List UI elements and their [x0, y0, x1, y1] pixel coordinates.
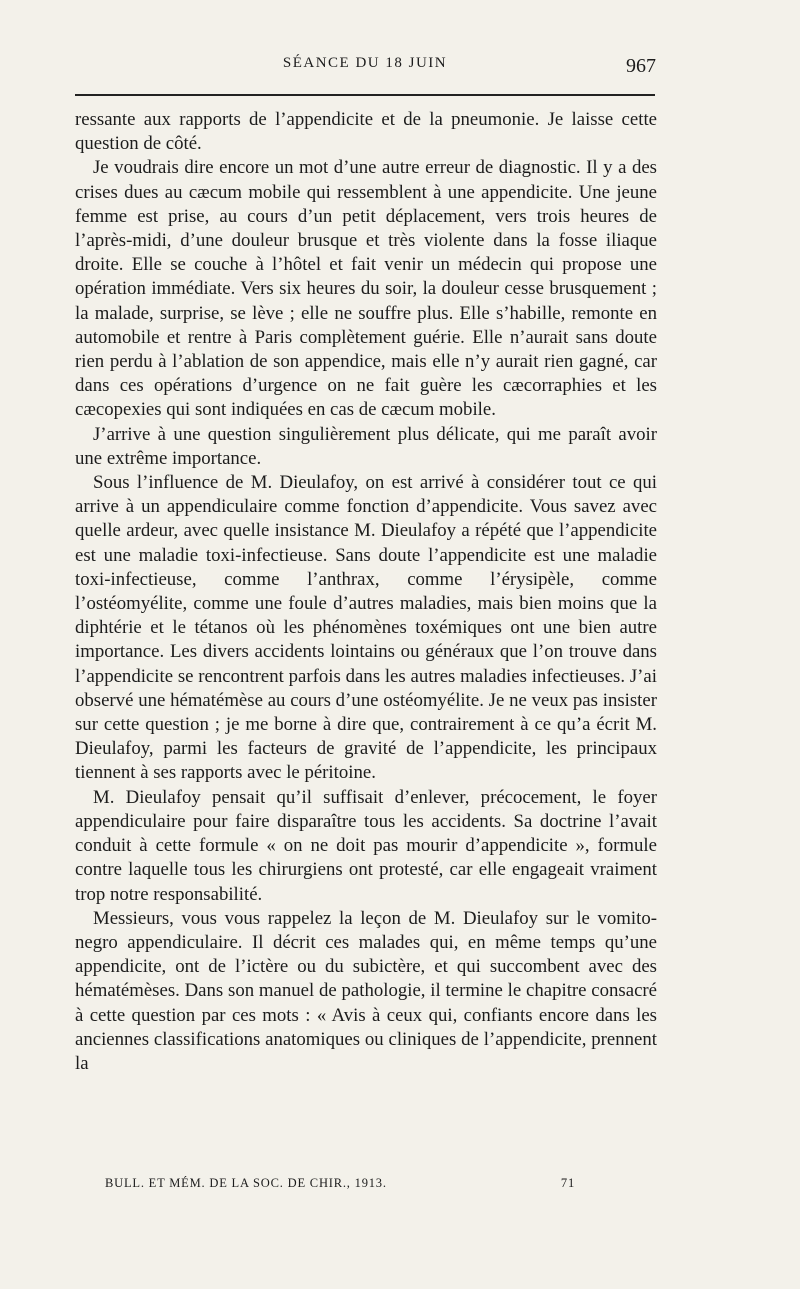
paragraph: Je voudrais dire encore un mot d’une autre erreur de diagnostic. Il y a des crises dues au cæcum mobile qui ressemblent à une appendicite. Une jeune femme est prise, au cours d’un petit déplacement, vers trois heures de l’après-midi, d’une douleur brusque et très violente dans la fosse iliaque droite. Elle se couche à l’hôtel et fait venir un médecin qui propose une opération immédiate. Vers six heures du soir, la douleur cesse brusquement ; la malade, surprise, se lève ; elle ne souffre plus. Elle s’habille, remonte en automobile et rentre à Paris complètement guérie. Elle n’aurait sans doute rien perdu à l’ablation de son appendice, mais elle n’y aurait rien gagné, car dans ces opérations d’urgence on ne fait guère les cæcorraphies et les cæcopexies qui sont indiquées en cas de cæcum mobile. — [75, 157, 657, 421]
running-title: SÉANCE DU 18 JUIN — [282, 55, 448, 71]
header-rule — [75, 94, 655, 96]
paragraph: Sous l’influence de M. Dieulafoy, on est arrivé à considérer tout ce qui arrive à un appendiculaire comme fonction d’appendicite. Vous savez avec quelle ardeur, avec quelle insistance M. Dieulafoy a répété que l’appendicite est une maladie toxi-infectieuse. Sans doute l’appendicite est une maladie toxi-infectieuse, comme l’anthrax, comme l’érysipèle, comme l’ostéomyélite, comme une foule d’autres maladies, mais bien moins que la diphtérie et le tétanos où les phénomènes toxémiques ont une bien autre importance. Les divers accidents lointains ou généraux que l’on trouve dans l’appendicite se rencontrent parfois dans les autres maladies infectieuses. J’ai observé une hématémèse au cours d’une ostéomyélite. Je ne veux pas insister sur cette question ; je me borne à dire que, contrairement à ce qu’a écrit M. Dieulafoy, parmi les facteurs de gravité de l’appendicite, les principaux tiennent à ses rapports avec le péritoine. — [75, 472, 657, 784]
paragraph-continued: ressante aux rapports de l’appendicite et de la pneumonie. Je laisse cette question de côté. — [75, 109, 657, 155]
page-number: 967 — [626, 55, 656, 77]
page-footer — [105, 1176, 575, 1198]
paragraph: Messieurs, vous vous rappelez la leçon de M. Dieulafoy sur le vomito-negro appendiculaire. Il décrit ces malades qui, en même temps qu’une appendicite, ont de l’ictère ou du subictère, et qui succombent avec des hématémèses. Dans son manuel de pathologie, il termine le chapitre consacré à cette question par ces mots : « Avis à ceux qui, confiants encore dans les anciennes classifications anatomiques ou cliniques de l’appendicite, prennent la — [75, 907, 657, 1074]
paragraph: M. Dieulafoy pensait qu’il suffisait d’enlever, précocement, le foyer appendiculaire pour faire disparaître tous les accidents. Sa doctrine l’avait conduit à cette formule « on ne doit pas mourir d’appendicite », formule contre laquelle tous les chirurgiens ont protesté, car elle engageait vraiment trop notre responsabilité. — [75, 786, 657, 905]
paragraph: J’arrive à une question singulièrement plus délicate, qui me paraît avoir une extrême importance. — [75, 423, 657, 469]
body-text — [75, 108, 657, 1076]
journal-citation: BULL. ET MÉM. DE LA SOC. DE CHIR., 1913. — [105, 1176, 387, 1190]
page-header — [75, 55, 655, 85]
signature-number: 71 — [560, 1176, 575, 1190]
